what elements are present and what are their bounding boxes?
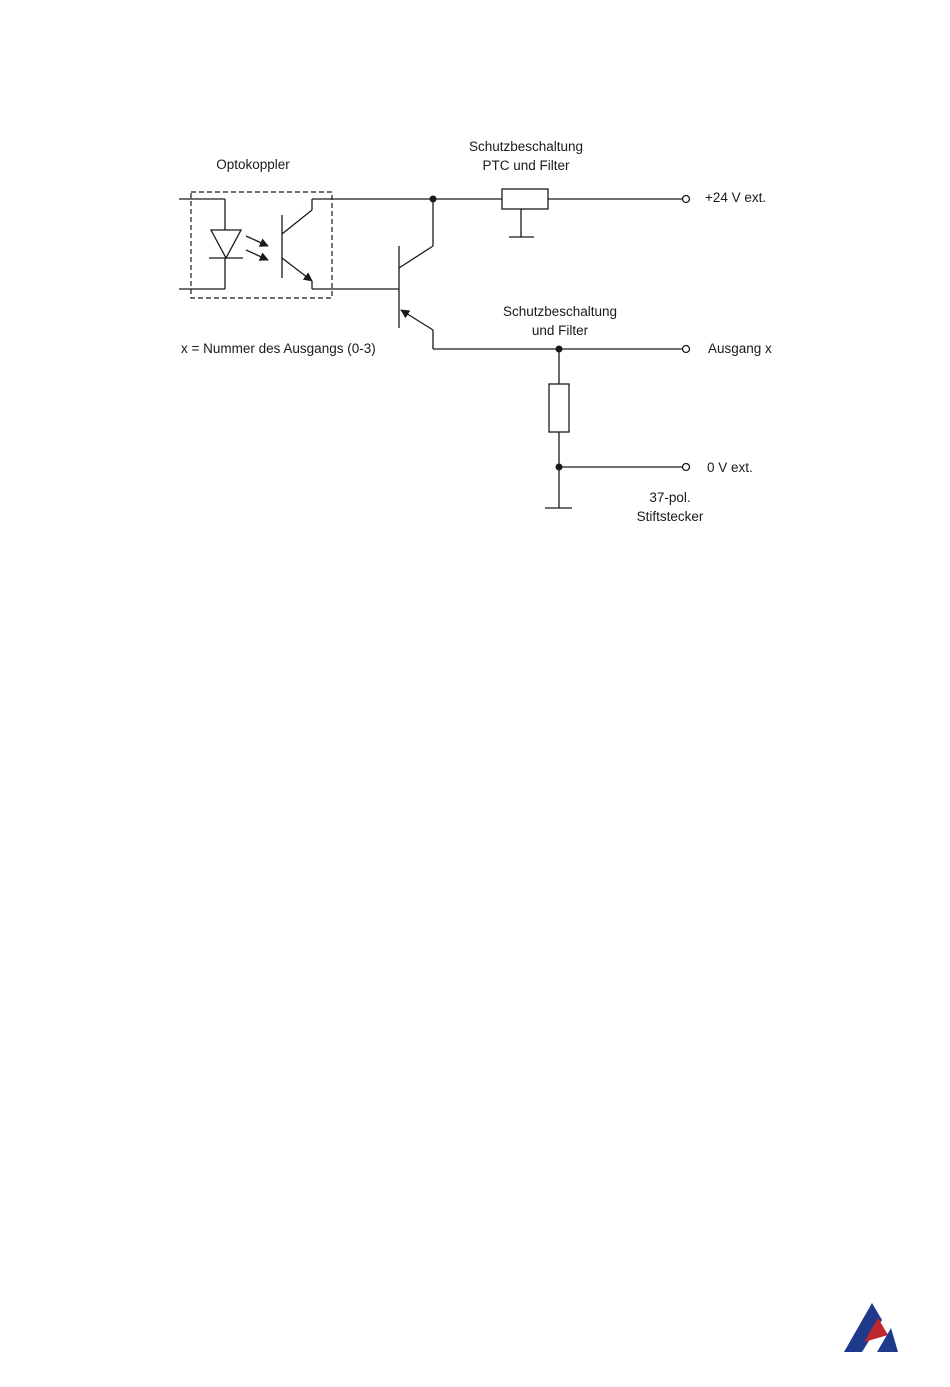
label-protection-top-1: Schutzbeschaltung	[468, 139, 584, 154]
label-note: x = Nummer des Ausgangs (0-3)	[181, 341, 376, 356]
output-transistor-symbol	[399, 199, 433, 349]
company-logo-triangle-icon	[844, 1303, 898, 1352]
label-optocoupler: Optokoppler	[216, 157, 290, 172]
light-arrow-1	[246, 236, 268, 246]
terminal-ground	[683, 464, 690, 471]
label-ground: 0 V ext.	[707, 460, 753, 475]
optocoupler-box	[191, 192, 332, 298]
label-output: Ausgang x	[708, 341, 772, 356]
junction-dot-supply	[430, 196, 437, 203]
ptc-resistor	[502, 189, 548, 209]
label-protection-mid-2: und Filter	[531, 323, 589, 338]
terminal-supply	[683, 196, 690, 203]
label-supply: +24 V ext.	[705, 190, 767, 205]
label-connector-2: Stiftstecker	[636, 509, 704, 524]
filter-resistor	[549, 384, 569, 432]
label-connector-1: 37-pol.	[649, 490, 691, 505]
led-symbol	[209, 199, 243, 289]
phototransistor-symbol	[282, 199, 312, 289]
light-arrow-2	[246, 250, 268, 260]
terminal-output	[683, 346, 690, 353]
label-protection-top-2: PTC und Filter	[482, 158, 570, 173]
label-protection-mid-1: Schutzbeschaltung	[502, 304, 618, 319]
